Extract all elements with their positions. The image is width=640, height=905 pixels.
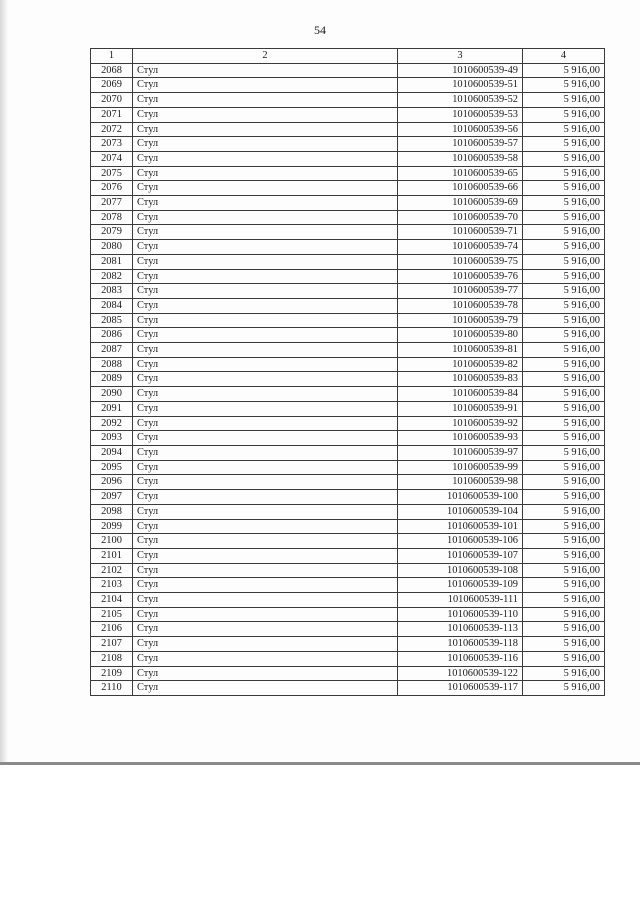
item-name-cell: Стул — [133, 593, 398, 608]
table-row — [91, 637, 605, 652]
price-cell: 5 916,00 — [523, 637, 605, 652]
item-name-cell: Стул — [133, 475, 398, 490]
row-number-cell: 2068 — [91, 63, 133, 78]
inventory-code-cell: 1010600539-107 — [398, 548, 523, 563]
item-name-cell: Стул — [133, 357, 398, 372]
row-number-cell: 2108 — [91, 651, 133, 666]
table-row — [91, 107, 605, 122]
item-name-cell: Стул — [133, 166, 398, 181]
inventory-code-cell: 1010600539-52 — [398, 93, 523, 108]
column-header-1: 1 — [91, 49, 133, 64]
table-row — [91, 313, 605, 328]
inventory-code-cell: 1010600539-91 — [398, 401, 523, 416]
inventory-code-cell: 1010600539-99 — [398, 460, 523, 475]
price-cell: 5 916,00 — [523, 534, 605, 549]
table-row — [91, 401, 605, 416]
row-number-cell: 2106 — [91, 622, 133, 637]
table-row — [91, 151, 605, 166]
row-number-cell: 2095 — [91, 460, 133, 475]
price-cell: 5 916,00 — [523, 666, 605, 681]
inventory-code-cell: 1010600539-104 — [398, 504, 523, 519]
table-row — [91, 431, 605, 446]
item-name-cell: Стул — [133, 254, 398, 269]
row-number-cell: 2088 — [91, 357, 133, 372]
inventory-code-cell: 1010600539-82 — [398, 357, 523, 372]
table-row — [91, 622, 605, 637]
inventory-code-cell: 1010600539-75 — [398, 254, 523, 269]
table-row — [91, 343, 605, 358]
price-cell: 5 916,00 — [523, 137, 605, 152]
table-row — [91, 298, 605, 313]
price-cell: 5 916,00 — [523, 328, 605, 343]
item-name-cell: Стул — [133, 181, 398, 196]
table-row — [91, 651, 605, 666]
inventory-code-cell: 1010600539-71 — [398, 225, 523, 240]
price-cell: 5 916,00 — [523, 225, 605, 240]
row-number-cell: 2102 — [91, 563, 133, 578]
item-name-cell: Стул — [133, 240, 398, 255]
table-row — [91, 578, 605, 593]
item-name-cell: Стул — [133, 343, 398, 358]
row-number-cell: 2084 — [91, 298, 133, 313]
item-name-cell: Стул — [133, 401, 398, 416]
price-cell: 5 916,00 — [523, 416, 605, 431]
price-cell: 5 916,00 — [523, 563, 605, 578]
row-number-cell: 2093 — [91, 431, 133, 446]
price-cell: 5 916,00 — [523, 387, 605, 402]
price-cell: 5 916,00 — [523, 401, 605, 416]
table-row — [91, 93, 605, 108]
price-cell: 5 916,00 — [523, 519, 605, 534]
table-row — [91, 416, 605, 431]
table-row — [91, 593, 605, 608]
item-name-cell: Стул — [133, 196, 398, 211]
item-name-cell: Стул — [133, 431, 398, 446]
table-row — [91, 269, 605, 284]
item-name-cell: Стул — [133, 93, 398, 108]
price-cell: 5 916,00 — [523, 460, 605, 475]
table-row — [91, 519, 605, 534]
item-name-cell: Стул — [133, 387, 398, 402]
row-number-cell: 2104 — [91, 593, 133, 608]
price-cell: 5 916,00 — [523, 63, 605, 78]
inventory-code-cell: 1010600539-81 — [398, 343, 523, 358]
price-cell: 5 916,00 — [523, 372, 605, 387]
inventory-code-cell: 1010600539-93 — [398, 431, 523, 446]
item-name-cell: Стул — [133, 137, 398, 152]
inventory-code-cell: 1010600539-113 — [398, 622, 523, 637]
inventory-code-cell: 1010600539-80 — [398, 328, 523, 343]
price-cell: 5 916,00 — [523, 445, 605, 460]
row-number-cell: 2099 — [91, 519, 133, 534]
column-header-3: 3 — [398, 49, 523, 64]
table-header-row — [91, 49, 605, 64]
row-number-cell: 2092 — [91, 416, 133, 431]
row-number-cell: 2085 — [91, 313, 133, 328]
table-row — [91, 681, 605, 696]
item-name-cell: Стул — [133, 269, 398, 284]
table-row — [91, 63, 605, 78]
item-name-cell: Стул — [133, 298, 398, 313]
inventory-code-cell: 1010600539-106 — [398, 534, 523, 549]
item-name-cell: Стул — [133, 681, 398, 696]
price-cell: 5 916,00 — [523, 490, 605, 505]
price-cell: 5 916,00 — [523, 181, 605, 196]
item-name-cell: Стул — [133, 284, 398, 299]
table-row — [91, 240, 605, 255]
row-number-cell: 2100 — [91, 534, 133, 549]
table-row — [91, 666, 605, 681]
inventory-code-cell: 1010600539-101 — [398, 519, 523, 534]
inventory-code-cell: 1010600539-66 — [398, 181, 523, 196]
row-number-cell: 2074 — [91, 151, 133, 166]
price-cell: 5 916,00 — [523, 313, 605, 328]
row-number-cell: 2072 — [91, 122, 133, 137]
inventory-code-cell: 1010600539-56 — [398, 122, 523, 137]
item-name-cell: Стул — [133, 122, 398, 137]
price-cell: 5 916,00 — [523, 343, 605, 358]
row-number-cell: 2080 — [91, 240, 133, 255]
inventory-code-cell: 1010600539-51 — [398, 78, 523, 93]
price-cell: 5 916,00 — [523, 578, 605, 593]
item-name-cell: Стул — [133, 519, 398, 534]
price-cell: 5 916,00 — [523, 651, 605, 666]
price-cell: 5 916,00 — [523, 357, 605, 372]
table-row — [91, 372, 605, 387]
table-row — [91, 225, 605, 240]
row-number-cell: 2076 — [91, 181, 133, 196]
item-name-cell: Стул — [133, 534, 398, 549]
item-name-cell: Стул — [133, 78, 398, 93]
price-cell: 5 916,00 — [523, 431, 605, 446]
item-name-cell: Стул — [133, 210, 398, 225]
inventory-code-cell: 1010600539-70 — [398, 210, 523, 225]
price-cell: 5 916,00 — [523, 475, 605, 490]
inventory-code-cell: 1010600539-77 — [398, 284, 523, 299]
inventory-code-cell: 1010600539-83 — [398, 372, 523, 387]
inventory-code-cell: 1010600539-53 — [398, 107, 523, 122]
price-cell: 5 916,00 — [523, 210, 605, 225]
item-name-cell: Стул — [133, 416, 398, 431]
price-cell: 5 916,00 — [523, 93, 605, 108]
table-row — [91, 607, 605, 622]
table-row — [91, 196, 605, 211]
table-row — [91, 490, 605, 505]
price-cell: 5 916,00 — [523, 622, 605, 637]
table-row — [91, 548, 605, 563]
table-row — [91, 387, 605, 402]
row-number-cell: 2109 — [91, 666, 133, 681]
inventory-code-cell: 1010600539-116 — [398, 651, 523, 666]
inventory-code-cell: 1010600539-65 — [398, 166, 523, 181]
inventory-code-cell: 1010600539-76 — [398, 269, 523, 284]
price-cell: 5 916,00 — [523, 107, 605, 122]
row-number-cell: 2105 — [91, 607, 133, 622]
inventory-code-cell: 1010600539-74 — [398, 240, 523, 255]
table-row — [91, 284, 605, 299]
row-number-cell: 2110 — [91, 681, 133, 696]
page-number: 54 — [314, 23, 326, 37]
price-cell: 5 916,00 — [523, 240, 605, 255]
table-row — [91, 460, 605, 475]
table-row — [91, 445, 605, 460]
row-number-cell: 2077 — [91, 196, 133, 211]
price-cell: 5 916,00 — [523, 681, 605, 696]
row-number-cell: 2086 — [91, 328, 133, 343]
row-number-cell: 2079 — [91, 225, 133, 240]
table-row — [91, 534, 605, 549]
table-row — [91, 328, 605, 343]
table-row — [91, 122, 605, 137]
price-cell: 5 916,00 — [523, 151, 605, 166]
item-name-cell: Стул — [133, 460, 398, 475]
item-name-cell: Стул — [133, 548, 398, 563]
item-name-cell: Стул — [133, 504, 398, 519]
inventory-code-cell: 1010600539-78 — [398, 298, 523, 313]
item-name-cell: Стул — [133, 225, 398, 240]
table-row — [91, 254, 605, 269]
item-name-cell: Стул — [133, 445, 398, 460]
inventory-code-cell: 1010600539-100 — [398, 490, 523, 505]
row-number-cell: 2089 — [91, 372, 133, 387]
inventory-code-cell: 1010600539-69 — [398, 196, 523, 211]
item-name-cell: Стул — [133, 622, 398, 637]
inventory-code-cell: 1010600539-110 — [398, 607, 523, 622]
item-name-cell: Стул — [133, 490, 398, 505]
inventory-code-cell: 1010600539-122 — [398, 666, 523, 681]
row-number-cell: 2096 — [91, 475, 133, 490]
inventory-code-cell: 1010600539-92 — [398, 416, 523, 431]
price-cell: 5 916,00 — [523, 504, 605, 519]
price-cell: 5 916,00 — [523, 298, 605, 313]
inventory-table — [90, 48, 605, 696]
scan-edge-shadow — [0, 0, 8, 762]
table-row — [91, 475, 605, 490]
table-row — [91, 137, 605, 152]
row-number-cell: 2098 — [91, 504, 133, 519]
row-number-cell: 2097 — [91, 490, 133, 505]
row-number-cell: 2070 — [91, 93, 133, 108]
table-row — [91, 504, 605, 519]
price-cell: 5 916,00 — [523, 254, 605, 269]
row-number-cell: 2107 — [91, 637, 133, 652]
row-number-cell: 2082 — [91, 269, 133, 284]
table-row — [91, 563, 605, 578]
price-cell: 5 916,00 — [523, 196, 605, 211]
item-name-cell: Стул — [133, 151, 398, 166]
row-number-cell: 2103 — [91, 578, 133, 593]
inventory-code-cell: 1010600539-109 — [398, 578, 523, 593]
column-header-4: 4 — [523, 49, 605, 64]
price-cell: 5 916,00 — [523, 607, 605, 622]
price-cell: 5 916,00 — [523, 78, 605, 93]
price-cell: 5 916,00 — [523, 166, 605, 181]
item-name-cell: Стул — [133, 328, 398, 343]
row-number-cell: 2090 — [91, 387, 133, 402]
item-name-cell: Стул — [133, 563, 398, 578]
row-number-cell: 2091 — [91, 401, 133, 416]
table-row — [91, 166, 605, 181]
column-header-2: 2 — [133, 49, 398, 64]
inventory-code-cell: 1010600539-97 — [398, 445, 523, 460]
row-number-cell: 2083 — [91, 284, 133, 299]
item-name-cell: Стул — [133, 637, 398, 652]
inventory-code-cell: 1010600539-108 — [398, 563, 523, 578]
row-number-cell: 2087 — [91, 343, 133, 358]
item-name-cell: Стул — [133, 651, 398, 666]
item-name-cell: Стул — [133, 313, 398, 328]
item-name-cell: Стул — [133, 666, 398, 681]
price-cell: 5 916,00 — [523, 269, 605, 284]
inventory-code-cell: 1010600539-58 — [398, 151, 523, 166]
table-row — [91, 78, 605, 93]
item-name-cell: Стул — [133, 107, 398, 122]
inventory-code-cell: 1010600539-84 — [398, 387, 523, 402]
row-number-cell: 2078 — [91, 210, 133, 225]
inventory-code-cell: 1010600539-79 — [398, 313, 523, 328]
inventory-code-cell: 1010600539-98 — [398, 475, 523, 490]
item-name-cell: Стул — [133, 607, 398, 622]
row-number-cell: 2101 — [91, 548, 133, 563]
item-name-cell: Стул — [133, 578, 398, 593]
inventory-code-cell: 1010600539-117 — [398, 681, 523, 696]
inventory-code-cell: 1010600539-49 — [398, 63, 523, 78]
row-number-cell: 2094 — [91, 445, 133, 460]
table-row — [91, 357, 605, 372]
row-number-cell: 2081 — [91, 254, 133, 269]
table-row — [91, 181, 605, 196]
row-number-cell: 2071 — [91, 107, 133, 122]
inventory-code-cell: 1010600539-111 — [398, 593, 523, 608]
row-number-cell: 2073 — [91, 137, 133, 152]
table-row — [91, 210, 605, 225]
row-number-cell: 2069 — [91, 78, 133, 93]
inventory-code-cell: 1010600539-118 — [398, 637, 523, 652]
item-name-cell: Стул — [133, 372, 398, 387]
price-cell: 5 916,00 — [523, 593, 605, 608]
row-number-cell: 2075 — [91, 166, 133, 181]
item-name-cell: Стул — [133, 63, 398, 78]
price-cell: 5 916,00 — [523, 284, 605, 299]
table-body — [91, 63, 605, 695]
price-cell: 5 916,00 — [523, 122, 605, 137]
price-cell: 5 916,00 — [523, 548, 605, 563]
inventory-code-cell: 1010600539-57 — [398, 137, 523, 152]
